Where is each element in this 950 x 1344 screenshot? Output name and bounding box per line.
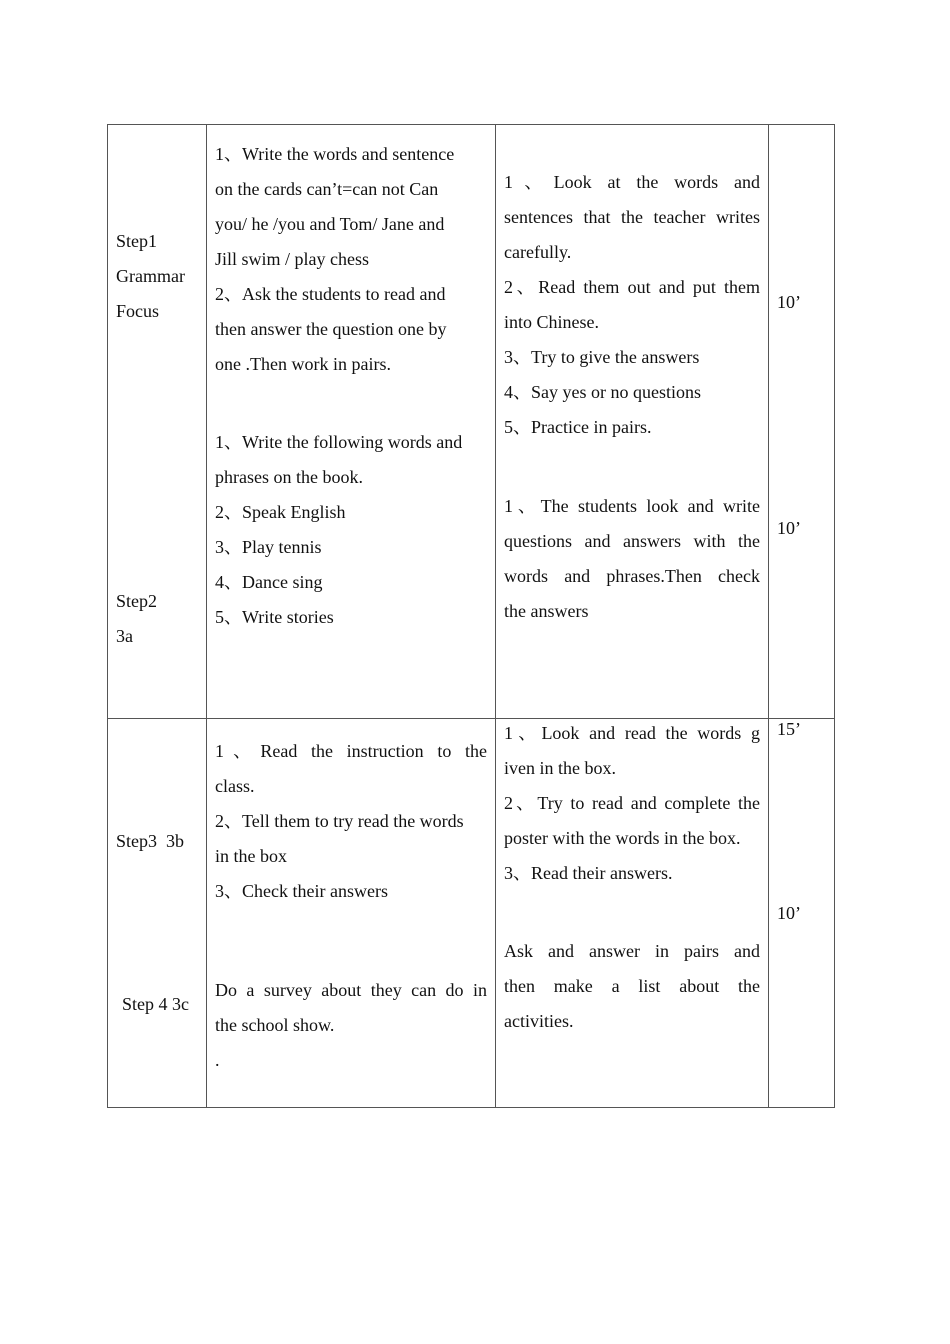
- step-label: [116, 824, 184, 859]
- teacher-activity-line: 4、Dance sing: [215, 572, 323, 592]
- student-activity-line: carefully.: [504, 242, 572, 262]
- teacher-activity-line: then answer the question one by: [215, 319, 447, 339]
- student-activity: [504, 716, 760, 891]
- teacher-activity-line: .: [215, 1050, 220, 1070]
- teacher-activity: [215, 425, 487, 635]
- table-border-right: [834, 124, 835, 1108]
- column-divider: [768, 124, 769, 1108]
- student-activity-line: 2、Try to read and complete the: [504, 793, 760, 813]
- student-activity-line: 1、Look and read the words g: [504, 723, 760, 743]
- student-activity-line: activities.: [504, 1011, 574, 1031]
- teacher-activity: [215, 137, 487, 382]
- student-activity: [504, 934, 760, 1039]
- column-divider: [495, 124, 496, 1108]
- teacher-activity-line: 2、Speak English: [215, 502, 346, 522]
- time-allocation: 15’: [777, 719, 801, 739]
- student-activity-line: then make a list about the: [504, 976, 760, 996]
- step-label-line: Step3 3b: [116, 831, 185, 851]
- step-label-line: Grammar: [116, 266, 185, 286]
- student-activity-line: Ask and answer in pairs and: [504, 941, 760, 961]
- teacher-activity-line: the school show.: [215, 1015, 335, 1035]
- teacher-activity-line: 5、Write stories: [215, 607, 334, 627]
- student-activity-line: sentences that the teacher writes: [504, 207, 760, 227]
- student-activity: [504, 489, 760, 629]
- teacher-activity: [215, 973, 487, 1078]
- teacher-activity: [215, 734, 487, 909]
- teacher-activity-line: 1、Read the instruction to the: [215, 741, 487, 761]
- teacher-activity-line: in the box: [215, 846, 287, 866]
- student-activity-line: questions and answers with the: [504, 531, 760, 551]
- table-border-top: [107, 124, 835, 125]
- teacher-activity-line: 2、Ask the students to read and: [215, 284, 446, 304]
- teacher-activity-line: 1、Write the following words and: [215, 432, 463, 452]
- teacher-activity-line: one .Then work in pairs.: [215, 354, 391, 374]
- student-activity-line: the answers: [504, 601, 589, 621]
- student-activity-line: poster with the words in the box.: [504, 828, 741, 848]
- step-label-line: Step 4 3c: [122, 994, 189, 1014]
- table-border-bottom: [107, 1107, 835, 1108]
- step-label: [116, 224, 185, 329]
- student-activity-line: iven in the box.: [504, 758, 616, 778]
- lesson-plan-table: [107, 124, 835, 1108]
- student-activity-line: 3、Read their answers.: [504, 863, 673, 883]
- teacher-activity-line: 3、Check their answers: [215, 881, 388, 901]
- step-label: [116, 584, 157, 654]
- step-label-line: Focus: [116, 301, 160, 321]
- student-activity: [504, 165, 760, 445]
- teacher-activity-line: you/ he /you and Tom/ Jane and: [215, 214, 445, 234]
- teacher-activity-line: on the cards can’t=can not Can: [215, 179, 439, 199]
- time-allocation: 10’: [777, 518, 801, 538]
- teacher-activity-line: 2、Tell them to try read the words: [215, 811, 464, 831]
- column-divider: [206, 124, 207, 1108]
- teacher-activity-line: 3、Play tennis: [215, 537, 322, 557]
- student-activity-line: 5、Practice in pairs.: [504, 417, 652, 437]
- step-label-line: Step2: [116, 591, 158, 611]
- step-label: [122, 987, 189, 1022]
- student-activity-line: 3、Try to give the answers: [504, 347, 700, 367]
- time-allocation: 10’: [777, 292, 801, 312]
- student-activity-line: 1、Look at the words and: [504, 172, 760, 192]
- teacher-activity-line: Do a survey about they can do in: [215, 980, 487, 1000]
- student-activity-line: 1、The students look and write: [504, 496, 760, 516]
- teacher-activity-line: 1、Write the words and sentence: [215, 144, 455, 164]
- teacher-activity-line: class.: [215, 776, 255, 796]
- student-activity-line: 2、Read them out and put them: [504, 277, 760, 297]
- teacher-activity-line: phrases on the book.: [215, 467, 363, 487]
- student-activity-line: into Chinese.: [504, 312, 599, 332]
- teacher-activity-line: Jill swim / play chess: [215, 249, 369, 269]
- step-label-line: 3a: [116, 626, 133, 646]
- time-allocation: 10’: [777, 903, 801, 923]
- table-border-left: [107, 124, 108, 1108]
- student-activity-line: words and phrases.Then check: [504, 566, 760, 586]
- student-activity-line: 4、Say yes or no questions: [504, 382, 701, 402]
- step-label-line: Step1: [116, 231, 158, 251]
